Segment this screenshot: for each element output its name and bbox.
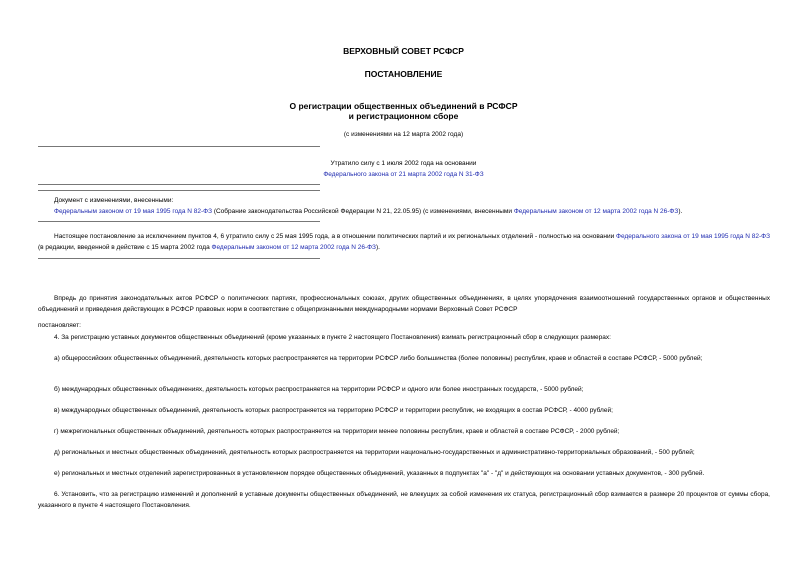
document-title: [0, 101, 807, 121]
subparagraph-d: д) региональных и местных общественных объединений, деятельность которых распространяется на территории национально-государственных и административно-территориальных образований, - 500 рублей;: [54, 449, 695, 456]
law-link-2002-partial[interactable]: Федеральным законом от 12 марта 2002 года N 26-ФЗ: [211, 244, 376, 251]
changes-intro: Документ с изменениями, внесенными:: [54, 197, 174, 204]
preamble-paragraph: Впредь до принятия законодательных актов РСФСР о политических партиях, профессиональных союзах, других общественных объединениях, в целях упорядочения взаимоотношений государственных органов и общественных объединений и приведения действующих в РСФСР правовых норм в соответствие с общепризнанными международными нормами Верховный Совет РСФСР: [38, 295, 770, 313]
changes-block: [54, 195, 778, 217]
partial-text-1: Настоящее постановление за исключением пунктов 4, 6 утратило силу с 25 мая 1995 года, а в отношении политических партий и их региональных отделений - полностью на основании: [54, 233, 617, 240]
title-line-2: и регистрационном сборе: [348, 111, 459, 121]
lost-force-text: Утратило силу с 1 июля 2002 года на основании: [330, 160, 477, 167]
subparagraph-e: е) региональных и местных отделений зарегистрированных в установленном порядке общественных объединений, указанных в подпунктах "а" - "д" и действующих на основании уставных документов, - 300 рублей.: [54, 470, 705, 477]
paragraph-6: 6. Установить, что за регистрацию изменений и дополнений в уставные документы общественных объединений, не влекущих за собой изменения их статуса, регистрационный сбор взимается в размере 20 процентов от суммы сбора, указанного в пункте 4 настоящего Постановления.: [38, 491, 770, 509]
partial-text-2: (в редакции, введенной в действие с 15 марта 2002 года: [38, 244, 212, 251]
divider: [38, 258, 320, 259]
law-link-2002[interactable]: Федеральным законом от 12 марта 2002 года N 26-ФЗ: [513, 208, 679, 215]
divider: [38, 146, 320, 147]
subparagraph-a: а) общероссийских общественных объединений, деятельность которых распространяется на территории РСФСР либо большинства (более половины) республик, краев и областей в составе РСФСР, - 5000 рублей;: [54, 355, 703, 362]
changes-list: [54, 206, 778, 217]
lost-force-law-link[interactable]: Федерального закона от 21 марта 2002 года N 31-ФЗ: [323, 171, 484, 178]
resolves-text: постановляет:: [38, 322, 81, 329]
lost-force-note: [0, 158, 807, 180]
divider: [38, 190, 320, 191]
paragraph-4: 4. За регистрацию уставных документов общественных объединений (кроме указанных в пункте 2 настоящего Постановления) взимать регистрационный сбор в следующих размерах:: [54, 334, 611, 341]
law-link-1995[interactable]: Федеральным законом от 19 мая 1995 года N 82-ФЗ: [54, 208, 213, 215]
partial-lost-force: [38, 231, 770, 253]
issuing-body: ВЕРХОВНЫЙ СОВЕТ РСФСР: [343, 46, 464, 56]
divider: [38, 184, 320, 185]
subparagraph-g: г) межрегиональных общественных объединений, деятельность которых распространяется на территории менее половины республик, краев и областей в составе РСФСР, - 2000 рублей;: [54, 428, 620, 435]
law-link-1995-partial[interactable]: Федерального закона от 19 мая 1995 года N 82-ФЗ: [616, 233, 770, 240]
changes-text: (Собрание законодательства Российской Федерации N 21, 22.05.95) (с изменениями, внесенными: [212, 208, 514, 215]
title-line-1: О регистрации общественных объединений в РСФСР: [289, 101, 518, 111]
partial-text-3: ).: [376, 244, 380, 251]
subparagraph-v: в) международных общественных объединений, деятельность которых распространяется на территорию РСФСР и территории республик, не входящих в состав РСФСР, - 4000 рублей;: [54, 407, 613, 414]
divider: [38, 221, 320, 222]
changes-text-end: ).: [678, 208, 683, 215]
amendment-note: (с изменениями на 12 марта 2002 года): [343, 131, 464, 138]
document-type: ПОСТАНОВЛЕНИЕ: [364, 69, 443, 79]
subparagraph-b: б) международных общественных объединениях, деятельность которых распространяется на территории РСФСР и одного или более иностранных государств, - 5000 рублей;: [54, 386, 584, 393]
